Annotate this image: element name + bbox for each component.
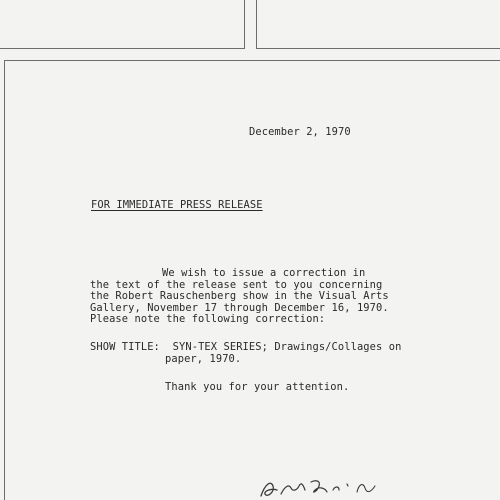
letter-date: December 2, 1970	[249, 126, 351, 138]
body-line: the Robert Rauschenberg show in the Visual Arts	[90, 290, 389, 302]
body-line: Please note the following correction:	[90, 313, 326, 325]
body-line: We wish to issue a correction in	[162, 267, 366, 279]
press-release-heading: FOR IMMEDIATE PRESS RELEASE	[91, 199, 263, 211]
show-title-line: SYN-TEX SERIES; Drawings/Collages on	[172, 341, 402, 353]
closing-line: Thank you for your attention.	[165, 381, 350, 393]
letter-body	[90, 268, 389, 326]
show-title-label: SHOW TITLE:	[90, 341, 160, 353]
show-title-block	[90, 342, 401, 365]
header-box-right	[256, 0, 500, 49]
body-line: Gallery, November 17 through December 16, 1970.	[90, 301, 389, 314]
body-line: the text of the release sent to you concerning	[90, 278, 383, 291]
header-box-left	[0, 0, 245, 49]
signature-mark	[255, 474, 385, 500]
show-title-line: paper, 1970.	[165, 352, 242, 365]
